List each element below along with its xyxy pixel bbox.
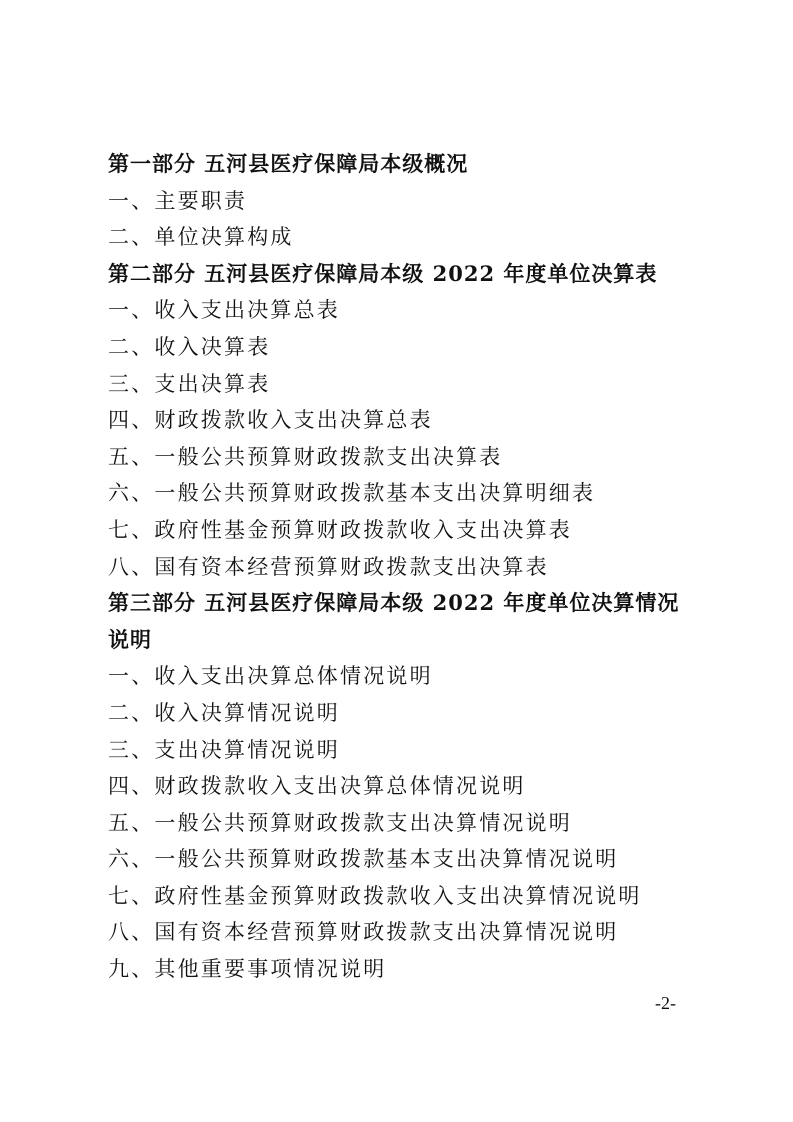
part-2-item-6: 六、一般公共预算财政拨款基本支出决算明细表 — [108, 481, 596, 506]
part-3-item-9: 九、其他重要事项情况说明 — [108, 957, 387, 982]
part-3-item-4: 四、财政拨款收入支出决算总体情况说明 — [108, 774, 526, 799]
part-2-item-7: 七、政府性基金预算财政拨款收入支出决算表 — [108, 517, 572, 542]
part-1-heading: 第一部分 五河县医疗保障局本级概况 — [108, 151, 469, 176]
part-3-item-2: 二、收入决算情况说明 — [108, 700, 340, 725]
part-3-item-6: 六、一般公共预算财政拨款基本支出决算情况说明 — [108, 847, 619, 872]
part-1-item-1: 一、主要职责 — [108, 188, 248, 213]
part-3-item-1: 一、收入支出决算总体情况说明 — [108, 664, 433, 689]
part-2-item-8: 八、国有资本经营预算财政拨款支出决算表 — [108, 554, 549, 579]
part-2-item-1: 一、收入支出决算总表 — [108, 298, 340, 323]
part-3-item-8: 八、国有资本经营预算财政拨款支出决算情况说明 — [108, 920, 619, 945]
part-1-item-2: 二、单位决算构成 — [108, 225, 294, 250]
part-3-heading: 第三部分 五河县医疗保障局本级 2022 年度单位决算情况说明 — [108, 590, 680, 652]
part-2-item-5: 五、一般公共预算财政拨款支出决算表 — [108, 444, 503, 469]
table-of-contents — [108, 146, 708, 988]
part-3-item-7: 七、政府性基金预算财政拨款收入支出决算情况说明 — [108, 883, 642, 908]
part-2-item-4: 四、财政拨款收入支出决算总表 — [108, 408, 433, 433]
part-3-item-3: 三、支出决算情况说明 — [108, 737, 340, 762]
part-3-item-5: 五、一般公共预算财政拨款支出决算情况说明 — [108, 810, 572, 835]
part-2-heading: 第二部分 五河县医疗保障局本级 2022 年度单位决算表 — [108, 260, 658, 286]
part-2-item-3: 三、支出决算表 — [108, 371, 271, 396]
page-number: -2- — [655, 993, 676, 1013]
part-2-item-2: 二、收入决算表 — [108, 334, 271, 359]
